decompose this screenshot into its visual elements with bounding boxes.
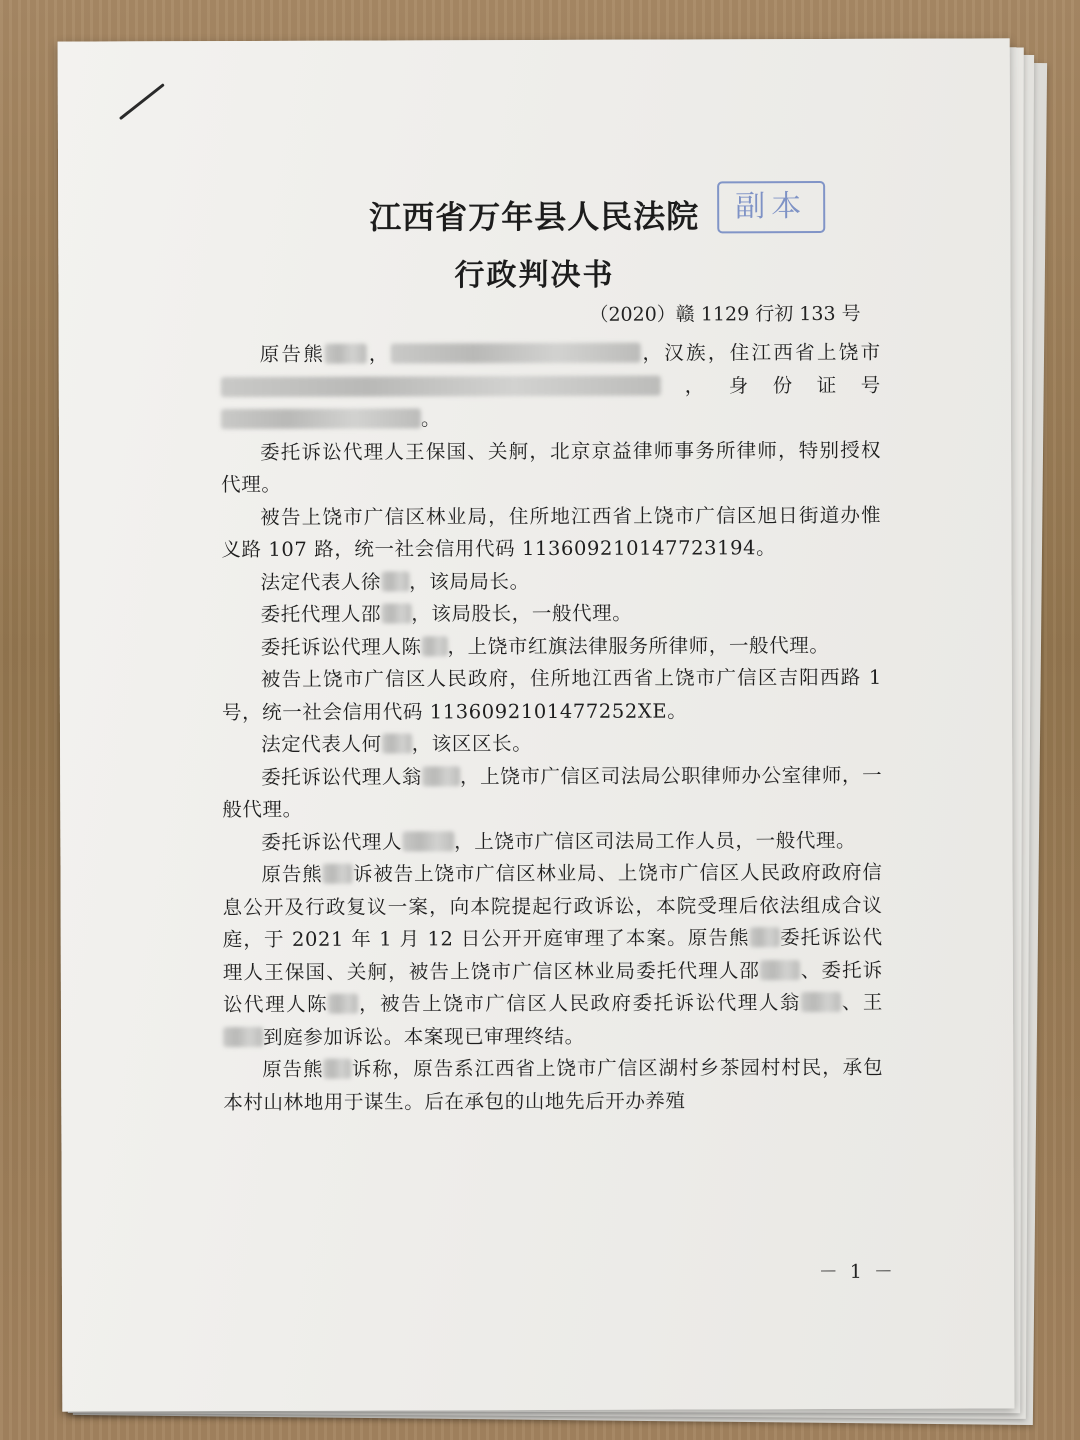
agent-paragraph: 委托诉讼代理人陈 ，上饶市红旗法律服务所律师，一般代理。	[260, 633, 830, 659]
redaction	[391, 343, 641, 364]
plaintiff-agent-paragraph: 委托诉讼代理人王保国、关舸，北京京益律师事务所律师，特别授权代理。	[221, 438, 882, 497]
court-name: 江西省万年县人民法院	[369, 197, 700, 237]
legal-rep-paragraph: 法定代表人徐 ，该局局长。	[260, 569, 530, 594]
case-number: （2020）赣 1129 行初 133 号	[589, 302, 861, 326]
redaction	[750, 927, 780, 947]
document-type: 行政判决书	[454, 257, 615, 294]
document-page	[58, 38, 1015, 1411]
redaction	[381, 571, 409, 591]
redaction	[422, 766, 460, 786]
claim-paragraph: 原告熊 诉称，原告系江西省上饶市广信区湖村乡茶园村村民，承包本村山林地用于谋生。后在承包的山地先后开办养殖	[223, 1055, 884, 1114]
agent-paragraph: 委托诉讼代理人 ，上饶市广信区司法局工作人员，一般代理。	[261, 828, 857, 854]
redaction	[221, 408, 421, 429]
pen-mark	[119, 83, 165, 120]
court-title-row	[369, 189, 808, 238]
defendant-forestry-paragraph: 被告上饶市广信区林业局，住所地江西省上饶市广信区旭日街道办惟义路 107 路，统一社会信用代码 113609210147723194。	[221, 503, 882, 562]
page-number: － 1 －	[818, 1260, 896, 1284]
copy-stamp: 副本	[717, 181, 825, 233]
redaction	[324, 1059, 352, 1079]
redaction	[801, 992, 841, 1012]
redaction	[382, 733, 412, 753]
redaction	[422, 636, 448, 656]
legal-rep-paragraph: 法定代表人何 ，该区区长。	[261, 732, 533, 756]
redaction	[223, 1026, 263, 1046]
redaction	[381, 603, 411, 623]
agent-paragraph: 委托代理人邵 ，该局股长，一般代理。	[260, 601, 633, 626]
redaction	[760, 960, 800, 980]
case-summary-paragraph: 原告熊 诉被告上饶市广信区林业局、上饶市广信区人民政府政府信息公开及行政复议一案，向本院提起行政诉讼，本院受理后依法组成合议庭，于 2021 年 1 月 12 日公开开庭审理了本案。原告熊 委托诉讼代理人王保国、关舸，被告上饶市广信区林业局委托代理人邵 、委托诉讼代理人陈 ，被告上饶市广信区人民政府委托诉讼代理人翁 、王到庭参加诉讼。本案现已审理终结。	[222, 860, 883, 1049]
redaction	[328, 994, 358, 1014]
redaction	[325, 344, 367, 364]
defendant-government-paragraph: 被告上饶市广信区人民政府，住所地江西省上饶市广信区吉阳西路 1 号，统一社会信用代码 1136092101477252XE。	[221, 665, 882, 724]
document-body	[221, 337, 884, 1119]
redaction	[402, 831, 454, 851]
agent-paragraph: 委托诉讼代理人翁 ，上饶市广信区司法局公职律师办公室律师，一般代理。	[222, 763, 883, 822]
plaintiff-paragraph: 原告熊 ， ，汉族，住江西省上饶市，身份证号。	[221, 337, 881, 437]
document-header	[58, 190, 1010, 295]
redaction	[323, 864, 353, 884]
redaction	[221, 375, 661, 397]
